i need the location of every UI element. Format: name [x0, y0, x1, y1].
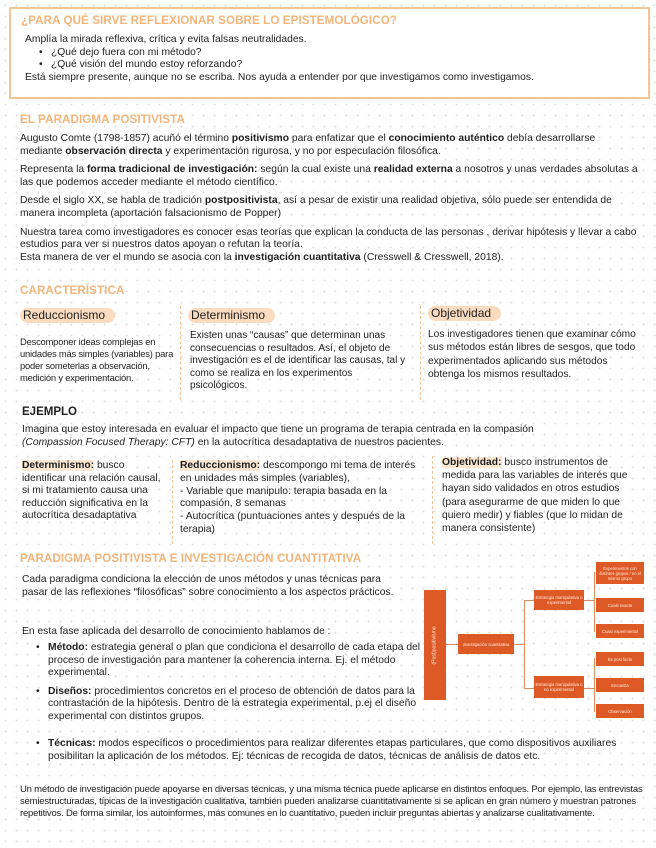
list-item: • Técnicas: modos específicos o procedimientos para realizar diferentes etapas particulares, que como dispositivos auxiliares posibilitan la aplicación de los métodos. Ej: técnicas de recogida de datos, técnicas de análisis de datos etc.: [22, 738, 642, 763]
intro-body: [25, 34, 645, 84]
intro-title: ¿PARA QUÉ SIRVE REFLEXIONAR SOBRE LO EPISTEMOLÓGICO?: [21, 14, 398, 27]
diagram-leaf: Cuasi exacta: [596, 598, 644, 612]
divider: [172, 460, 173, 544]
divider: [180, 306, 181, 400]
diagram-leaf: Cuasi experimental: [596, 624, 644, 638]
positivista-p1: Augusto Comte (1798-1857) acuñó el término positivismo para enfatizar que el conocimiento auténtico debía desarrollarse mediante observación directa y experimentación rigurosa, y no por especulación filosófica.: [20, 133, 596, 157]
caract-tag-determinismo: Determinismo: [188, 308, 275, 323]
list-item: • Diseños: procedimientos concretos en el proceso de obtención de datos para la contrastación de la hipótesis. Dentro de la estrategia experimental, p.ej el diseño experimental con distintos grupos.: [22, 686, 422, 724]
diagram-leaf: Observación: [596, 704, 644, 718]
diagram-leaf: Ex post facto: [596, 652, 644, 666]
diagram-branch-a: Estrategia manipulativa o experimental: [534, 590, 584, 610]
caract-col-determinismo: [188, 306, 410, 393]
cuantitativa-p2: En esta fase aplicada del desarrollo de conocimiento hablamos de :: [22, 626, 331, 637]
divider: [432, 456, 433, 544]
cuantitativa-title: PARADIGMA POSITIVISTA E INVESTIGACIÓN CUANTITATIVA: [20, 552, 362, 565]
intro-box: [9, 7, 650, 99]
caract-col-objetividad: [428, 304, 640, 382]
ejemplo-col-reduccionismo: Reduccionismo: descompongo mi tema de interés en unidades más simples (variables), - Variable que manipulo: terapia basada en la compasión, 8 semanas - Autocrítica (puntuaciones antes y después de la terapia): [180, 460, 416, 535]
diagram-leaf: Experimentos con distintos grupos / en el mismo grupo: [596, 562, 644, 584]
caracteristica-title: CARACTERÍSTICA: [20, 284, 125, 297]
diagram-branch-b: Estrategia manipulativa o no experimental: [534, 676, 584, 698]
positivista-p5: Esta manera de ver el mundo se asocia con la investigación cuantitativa (Cresswell & Cresswell, 2018).: [20, 251, 504, 263]
diagram-line: [584, 600, 594, 601]
positivista-p4: Nuestra tarea como investigadores es conocer esas teorías que explican la conducta de las personas , derivar hipótesis y llevar a cabo estudios para ver si nuestros datos apoyan o refutan la teoría.: [20, 226, 637, 251]
diagram-line: [524, 688, 534, 689]
diagram-line: [446, 644, 458, 645]
method-diagram: [424, 560, 646, 728]
diagram-leaf: Encuesta: [596, 678, 644, 692]
cuantitativa-list: [22, 642, 422, 730]
positivista-p3: Desde el siglo XX, se habla de tradición postpositivista, así a pesar de existir una realidad objetiva, sólo puede ser entendida de manera incompleta (aportación falsacionismo de Popper): [20, 195, 612, 219]
positivista-body: [20, 133, 640, 264]
diagram-line: [594, 658, 595, 712]
ejemplo-intro-line2: (Compassion Focused Therapy: CFT) en la autocrítica desadaptativa de nuestros pacientes.: [22, 436, 444, 448]
intro-bullet: • ¿Qué visión del mundo estoy reforzando?: [25, 59, 645, 72]
cuantitativa-list-2: [22, 738, 642, 763]
intro-line1: Amplía la mirada reflexiva, crítica y evita falsas neutralidades.: [25, 34, 307, 45]
intro-line2: Está siempre presente, aunque no se escriba. Nos ayuda a entender por que investigamos como investigamos.: [25, 71, 534, 83]
divider: [420, 306, 421, 400]
ejemplo-col-determinismo: Determinismo: busco identificar una relación causal, si mi tratamiento causa una reducción significativa en la autocrítica desadaptativa: [22, 460, 161, 521]
caract-tag-objetividad: Objetividad: [428, 306, 501, 321]
diagram-line: [524, 600, 525, 688]
diagram-line: [524, 600, 534, 601]
diagram-line: [594, 572, 595, 632]
positivista-p2: Representa la forma tradicional de investigación: según la cual existe una realidad externa a nosotros y unas verdades absolutas a las que podemos acceder mediante el método científico.: [20, 164, 638, 188]
intro-bullet: • ¿Qué dejo fuera con mi método?: [25, 47, 645, 60]
caract-text-reduccionismo: Descomponer ideas complejas en unidades más simples (variables) para poder someterlas a observación, medición y experimentación.: [20, 336, 174, 383]
diagram-root: (Post)positivismo: [424, 590, 446, 700]
cuantitativa-closing: Un método de investigación puede apoyarse en diversas técnicas, y una misma técnica puede aplicarse en distintos enfoques. Por ejemplo, las entrevistas semiestructuradas, típicas de la investigación cualitativa, también pueden analizarse cuantitativamente si se aplican en gran número y muestran patrones repetitivos. De forma similar, los autoinformes, más comunes en lo cuantitativo, pueden incluir preguntas abiertas y analizarse cualitativamente.: [20, 784, 643, 819]
caract-text-determinismo: Existen unas “causas” que determinan unas consecuencias o resultados. Así, el objeto de investigación es el de identificar las causas, tal y como se realiza en los experimentos psicológicos.: [190, 330, 406, 392]
diagram-line: [584, 688, 594, 689]
diagram-mid: Investigación cuantitativa: [458, 634, 514, 654]
positivista-title: EL PARADIGMA POSITIVISTA: [20, 113, 185, 126]
caract-tag-reduccionismo: Reduccionismo: [20, 308, 115, 323]
diagram-line: [514, 644, 524, 645]
cuantitativa-p1: Cada paradigma condiciona la elección de unos métodos y unas técnicas para pasar de las reflexiones “filosóficas” sobre conocimiento a los aspectos prácticos.: [22, 574, 394, 598]
caract-text-objetividad: Los investigadores tienen que examinar cómo sus métodos están libres de sesgos, que todo experimentados aplicando sus métodos obtenga los mismos resultados.: [428, 329, 636, 381]
ejemplo-intro: [22, 424, 642, 449]
ejemplo-intro-line1: Imagina que estoy interesada en evaluar el impacto que tiene un programa de terapia centrada en la compasión: [22, 424, 534, 435]
caract-col-reduccionismo: [20, 306, 178, 384]
ejemplo-title: EJEMPLO: [22, 406, 77, 418]
ejemplo-col-objetividad: Objetividad: busco instrumentos de medida para las variables de interés que hayan sido validados en otros estudios (para asegurarme de que miden lo que quiero medir) y fiables (que lo midan de manera consistente): [442, 457, 628, 535]
list-item: • Método: estrategia general o plan que condiciona el desarrollo de cada etapa del proceso de investigación para mantener la coherencia interna. Ej. el método experimental.: [22, 642, 422, 680]
